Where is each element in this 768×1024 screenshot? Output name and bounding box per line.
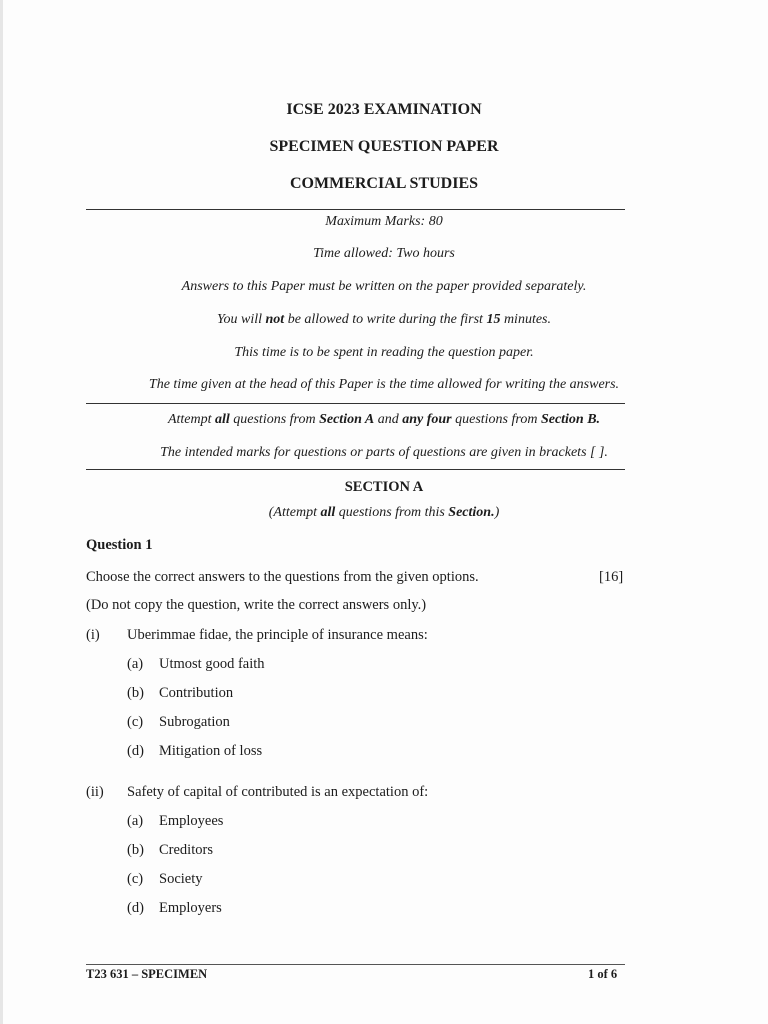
- attempt-instruction: Attempt all questions from Section A and any four questions from Section B.: [167, 412, 601, 427]
- section-title: SECTION A: [344, 479, 424, 495]
- option-label: (b): [127, 685, 144, 701]
- part-text: Uberimmae fidae, the principle of insurance means:: [127, 627, 428, 643]
- page-number: 1 of 6: [588, 967, 618, 981]
- option-text: Creditors: [159, 842, 213, 858]
- option-text: Utmost good faith: [159, 656, 265, 672]
- writing-restriction: You will not be allowed to write during the first 15 minutes.: [217, 312, 551, 327]
- question-title: Question 1: [86, 537, 153, 553]
- option-text: Employees: [159, 813, 224, 829]
- option-label: (d): [127, 743, 144, 759]
- option-label: (a): [127, 813, 144, 829]
- option-label: (d): [127, 900, 144, 916]
- divider-section: [86, 469, 625, 470]
- option-text: Society: [159, 871, 203, 887]
- paper-code: T23 631 – SPECIMEN: [86, 967, 208, 981]
- divider-footer: [86, 964, 625, 965]
- question-marks: [16]: [599, 569, 624, 585]
- option-label: (c): [127, 714, 144, 730]
- time-given-note: The time given at the head of this Paper is the time allowed for writing the answers.: [148, 377, 620, 392]
- time-allowed: Time allowed: Two hours: [313, 246, 455, 261]
- max-marks: Maximum Marks: 80: [325, 214, 443, 229]
- option-text: Contribution: [159, 685, 234, 701]
- option-text: Subrogation: [159, 714, 230, 730]
- part-text: Safety of capital of contributed is an expectation of:: [127, 784, 429, 800]
- question-note: (Do not copy the question, write the correct answers only.): [86, 597, 427, 613]
- paper-type: SPECIMEN QUESTION PAPER: [269, 138, 499, 155]
- option-text: Mitigation of loss: [159, 743, 263, 759]
- option-text: Employers: [159, 900, 222, 916]
- option-label: (b): [127, 842, 144, 858]
- option-label: (a): [127, 656, 144, 672]
- marks-instruction: The intended marks for questions or parts of questions are given in brackets [ ].: [160, 445, 608, 460]
- question-instruction: Choose the correct answers to the questions from the given options.: [86, 569, 479, 585]
- section-subtitle: (Attempt all questions from this Section.): [268, 505, 500, 520]
- divider-top: [86, 209, 625, 210]
- answers-note: Answers to this Paper must be written on the paper provided separately.: [181, 279, 587, 294]
- option-label: (c): [127, 871, 144, 887]
- subject-title: COMMERCIAL STUDIES: [289, 175, 479, 192]
- part-number: (i): [86, 627, 100, 643]
- part-number: (ii): [86, 784, 104, 800]
- reading-note: This time is to be spent in reading the question paper.: [234, 345, 534, 360]
- exam-title: ICSE 2023 EXAMINATION: [286, 101, 482, 118]
- divider-middle: [86, 403, 625, 404]
